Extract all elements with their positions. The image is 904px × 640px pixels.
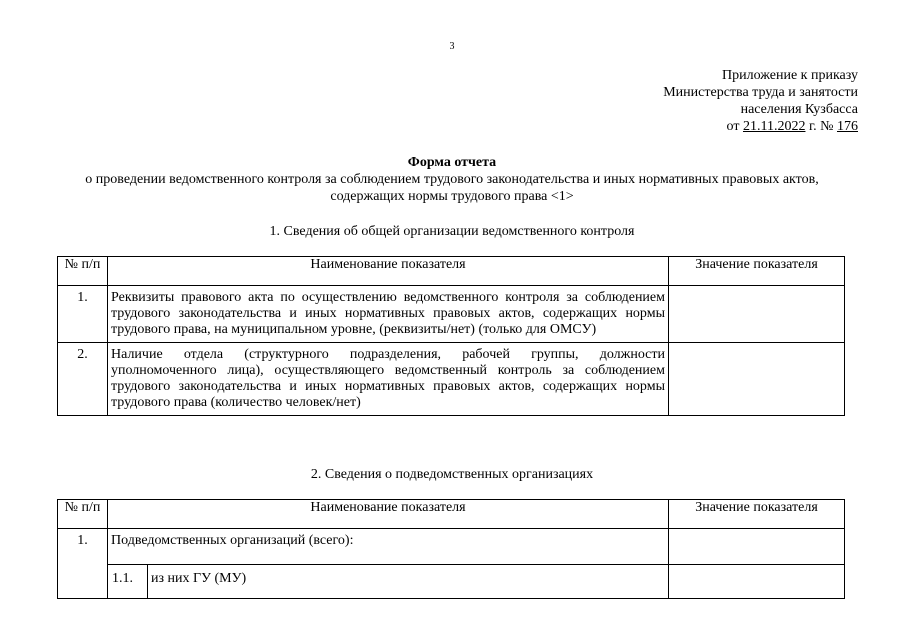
- section2-heading: 2. Сведения о подведомственных организациях: [310, 467, 594, 482]
- appendix-line2: Министерства труда и занятости: [663, 85, 858, 100]
- column-header-value: Значение показателя: [669, 500, 845, 529]
- form-title-line3: содержащих нормы трудового права <1>: [330, 189, 574, 204]
- form-title: [40, 154, 864, 205]
- number-prefix: г. №: [805, 119, 837, 134]
- table-row: [58, 286, 845, 343]
- date-prefix: от: [726, 119, 743, 134]
- table-row: [58, 565, 845, 599]
- page-number: 3: [449, 41, 455, 52]
- form-title-line2: о проведении ведомственного контроля за соблюдением трудового законодательства и иных нормативных правовых актов,: [85, 172, 819, 187]
- order-date: 21.11.2022: [742, 119, 806, 134]
- table-row: [58, 343, 845, 416]
- table-row: [58, 529, 845, 565]
- appendix-block: [663, 67, 858, 135]
- column-header-number: № п/п: [58, 257, 108, 286]
- section1-heading: 1. Сведения об общей организации ведомственного контроля: [269, 224, 635, 239]
- order-number: 176: [837, 119, 858, 134]
- table-header-row: [58, 500, 845, 529]
- column-header-name: Наименование показателя: [108, 257, 669, 286]
- row-indicator-name: Подведомственных организаций (всего):: [108, 529, 669, 565]
- row-number: 2.: [58, 343, 108, 416]
- appendix-line3: населения Кузбасса: [740, 102, 858, 117]
- row-sub-number: 1.1.: [108, 565, 148, 599]
- appendix-date-line: [663, 118, 858, 135]
- section1-table: [57, 256, 845, 416]
- row-indicator-name: Реквизиты правового акта по осуществлению ведомственного контроля за соблюдением трудового законодательства и иных нормативных правовых актов, содержащих нормы трудового права, на муниципальном уровне, (реквизиты/нет) (только для ОМСУ): [108, 286, 669, 343]
- row-value-cell[interactable]: [669, 343, 845, 416]
- appendix-line1: Приложение к приказу: [722, 68, 858, 83]
- column-header-name: Наименование показателя: [108, 500, 669, 529]
- column-header-number: № п/п: [58, 500, 108, 529]
- row-value-cell[interactable]: [669, 286, 845, 343]
- section2-table: [57, 499, 845, 599]
- row-number: 1.: [58, 529, 108, 599]
- column-header-value: Значение показателя: [669, 257, 845, 286]
- form-title-bold: Форма отчета: [407, 155, 497, 170]
- row-indicator-name: из них ГУ (МУ): [148, 565, 669, 599]
- row-value-cell[interactable]: [669, 529, 845, 565]
- row-number: 1.: [58, 286, 108, 343]
- row-indicator-name: Наличие отдела (структурного подразделения, рабочей группы, должности уполномоченного лица), осуществляющего ведомственный контроль за соблюдением трудового законодательства и иных нормативных правовых актов, содержащих нормы трудового права (количество человек/нет): [108, 343, 669, 416]
- row-value-cell[interactable]: [669, 565, 845, 599]
- table-header-row: [58, 257, 845, 286]
